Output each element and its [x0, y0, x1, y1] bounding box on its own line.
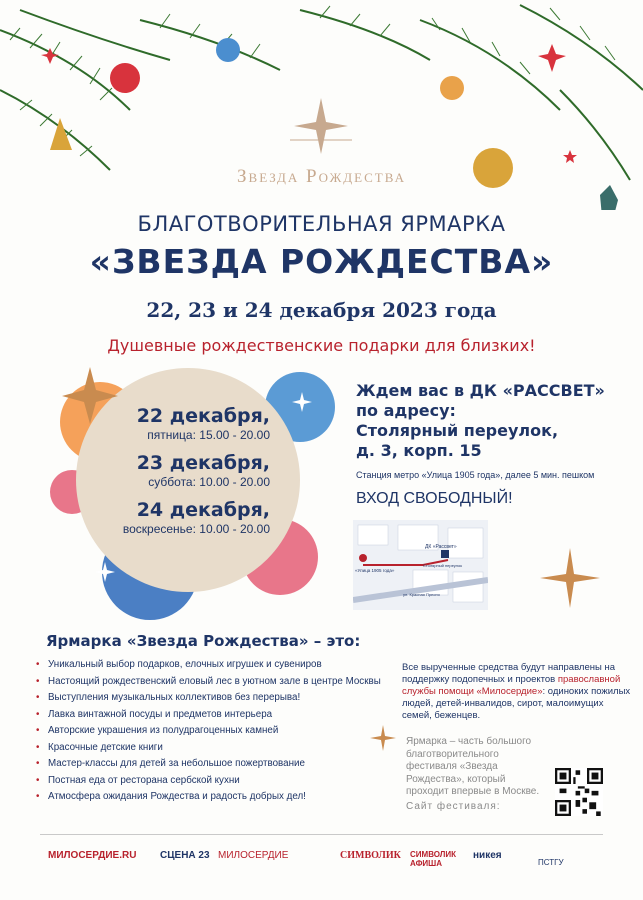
map-street2-label: ул. Красная Пресня [403, 592, 440, 597]
logo-miloserdie[interactable]: МИЛОСЕРДИЕ [218, 850, 289, 861]
feature-item: • Лавка винтажной посуды и предметов интерьера [36, 709, 396, 722]
feature-item: • Уникальный выбор подарков, елочных игрушек и сувениров [36, 659, 396, 672]
donation-service-link[interactable]: православной службы помощи «Милосердие» [402, 674, 621, 697]
metro-directions: Станция метро «Улица 1905 года», далее 5 мин. пешком [356, 470, 595, 480]
qr-code[interactable] [555, 768, 603, 816]
footer-divider [40, 834, 603, 835]
feature-item: • Выступления музыкальных коллективов без перерыва! [36, 692, 396, 705]
logo-nikeya[interactable]: никея [473, 850, 502, 861]
star-decoration [540, 548, 600, 608]
logo-miloserdie-ru[interactable]: МИЛОСЕРДИЕ.RU [48, 850, 137, 861]
schedule-time-1: пятница: 15.00 - 20.00 [147, 428, 270, 442]
location-map[interactable] [353, 520, 488, 610]
map-street-label: Столярный переулок [423, 563, 463, 568]
brand-wordmark: Звезда Рождества [237, 166, 406, 187]
festival-site-label: Сайт фестиваля: [406, 800, 501, 812]
schedule-time-2: суббота: 10.00 - 20.00 [148, 475, 270, 489]
map-dk-label: ДК «Рассвет» [425, 544, 457, 550]
feature-item: • Постная еда от ресторана сербской кухни [36, 775, 396, 788]
schedule-day-3: 24 декабря, [136, 499, 270, 521]
schedule-day-1: 22 декабря, [136, 405, 270, 427]
event-dates: 22, 23 и 24 декабря 2023 года [146, 298, 497, 322]
venue-line-3: Столярный переулок, [356, 421, 559, 440]
venue-line-4: д. 3, корп. 15 [356, 441, 482, 460]
features-title: Ярмарка «Звезда Рождества» – это: [46, 632, 361, 650]
logo-simvolik[interactable]: СИМВОЛИК [340, 850, 401, 861]
schedule-time-3: воскресенье: 10.00 - 20.00 [122, 522, 270, 536]
feature-item: • Красочные детские книги [36, 742, 396, 755]
event-subtitle: БЛАГОТВОРИТЕЛЬНАЯ ЯРМАРКА [137, 212, 506, 236]
schedule [80, 405, 270, 546]
donation-note [402, 662, 632, 722]
logo-simvolik-afisha[interactable]: СИМВОЛИК АФИША [410, 850, 457, 868]
map-metro-label: «Улица 1905 года» [355, 568, 395, 573]
logo-scena-23[interactable]: СЦЕНА 23 [160, 850, 210, 861]
feature-item: • Настоящий рождественский еловый лес в уютном зале в центре Москвы [36, 676, 396, 689]
features-list [36, 659, 396, 808]
event-title: «ЗВЕЗДА РОЖДЕСТВА» [89, 242, 554, 281]
event-tagline: Душевные рождественские подарки для близких! [107, 336, 536, 355]
donation-text-1: Все вырученные средства будут направлены на поддержку подопечных и проектов [402, 662, 615, 685]
feature-item: • Авторские украшения из полудрагоценных камней [36, 725, 396, 738]
logo-pstgu[interactable]: ПСТГУ [538, 858, 564, 867]
venue-address [356, 381, 626, 461]
feature-item: • Атмосфера ожидания Рождества и радость добрых дел! [36, 791, 396, 804]
venue-line-2: по адресу: [356, 401, 456, 420]
venue-line-1: Ждем вас в ДК «РАССВЕТ» [356, 381, 605, 400]
festival-note [406, 736, 546, 813]
free-entry-label: ВХОД СВОБОДНЫЙ! [356, 490, 513, 507]
feature-item: • Мастер-классы для детей за небольшое пожертвование [36, 758, 396, 771]
donation-text-2: : одиноких пожилых людей, детей-инвалидов, сирот, малоимущих семей, беженцев. [402, 686, 631, 721]
festival-text: Ярмарка – часть большого благотворительного фестиваля «Звезда Рождества», который проходит впервые в Москве. [406, 736, 540, 797]
schedule-day-2: 23 декабря, [136, 452, 270, 474]
